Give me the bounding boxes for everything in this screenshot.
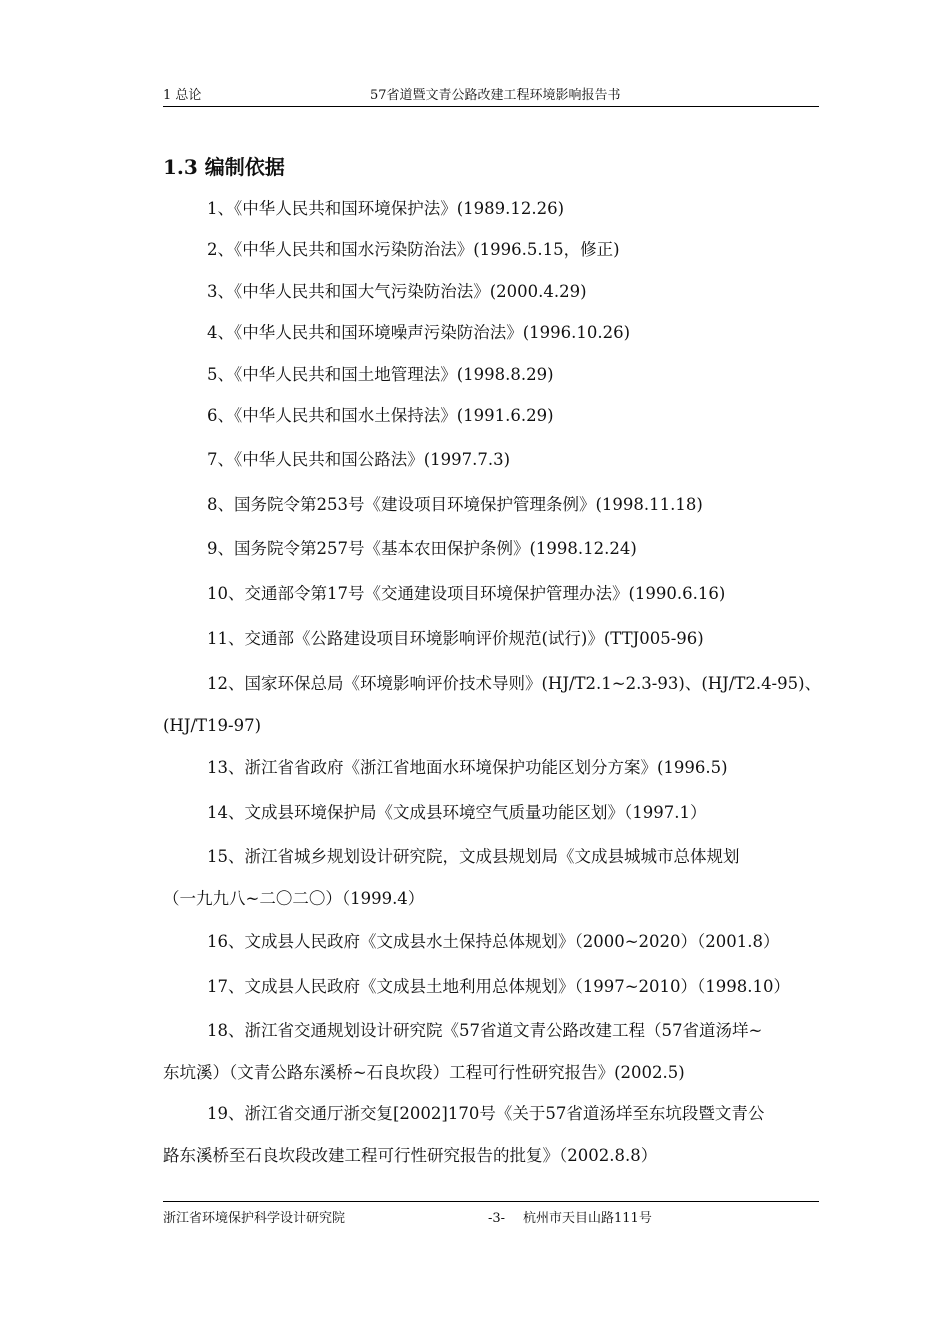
reference-item	[163, 792, 823, 834]
reference-text: 3、《中华人民共和国大气污染防治法》(2000.4.29)	[207, 282, 587, 301]
reference-text: 10、交通部令第17号《交通建设项目环境保护管理办法》(1990.6.16)	[207, 584, 726, 603]
page-footer	[163, 1201, 819, 1230]
reference-text: 8、国务院令第253号《建设项目环境保护管理条例》(1998.11.18)	[207, 495, 703, 514]
reference-text: 17、文成县人民政府《文成县土地利用总体规划》（1997~2010）（1998.10）	[207, 977, 791, 996]
reference-item	[163, 354, 823, 396]
reference-text: 9、国务院令第257号《基本农田保护条例》(1998.12.24)	[207, 539, 637, 558]
reference-text: 15、浙江省城乡规划设计研究院，文成县规划局《文成县城城市总体规划	[207, 847, 740, 866]
reference-item	[163, 747, 823, 789]
reference-text-continued: 路东溪桥至石良坎段改建工程可行性研究报告的批复》（2002.8.8）	[163, 1146, 658, 1165]
reference-text: 12、国家环保总局《环境影响评价技术导则》(HJ/T2.1~2.3-93)、(HJ/T2.4-95)、	[207, 674, 822, 693]
reference-text-continued: (HJ/T19-97)	[163, 716, 262, 735]
reference-item	[163, 528, 823, 570]
section-title: 1.3 编制依据	[163, 155, 285, 179]
reference-item	[163, 1010, 823, 1094]
footer-address: 杭州市天目山路111号	[523, 1211, 652, 1226]
reference-text: 1、《中华人民共和国环境保护法》(1989.12.26)	[207, 199, 565, 218]
reference-text: 4、《中华人民共和国环境噪声污染防治法》(1996.10.26)	[207, 323, 631, 342]
reference-text: 18、浙江省交通规划设计研究院《57省道文青公路改建工程（57省道汤垟~	[207, 1021, 763, 1040]
reference-text-continued: 东坑溪）（文青公路东溪桥~石良坎段）工程可行性研究报告》(2002.5)	[163, 1063, 685, 1082]
reference-item	[163, 271, 823, 313]
reference-item	[163, 1093, 823, 1177]
reference-text: 7、《中华人民共和国公路法》(1997.7.3)	[207, 450, 511, 469]
reference-item	[163, 229, 823, 271]
reference-text: 5、《中华人民共和国土地管理法》(1998.8.29)	[207, 365, 554, 384]
reference-text: 14、文成县环境保护局《文成县环境空气质量功能区划》（1997.1）	[207, 803, 707, 822]
reference-item	[163, 439, 823, 481]
header-chapter: 1 总论	[163, 88, 202, 103]
footer-organization: 浙江省环境保护科学设计研究院	[163, 1211, 346, 1226]
reference-text: 16、文成县人民政府《文成县水土保持总体规划》（2000~2020）（2001.8）	[207, 932, 780, 951]
reference-item	[163, 395, 823, 437]
reference-item	[163, 921, 823, 963]
reference-item	[163, 618, 823, 660]
reference-item	[163, 312, 823, 354]
reference-text: 6、《中华人民共和国水土保持法》(1991.6.29)	[207, 406, 554, 425]
reference-text: 19、浙江省交通厅浙交复[2002]170号《关于57省道汤垟至东坑段暨文青公	[207, 1104, 765, 1123]
reference-item	[163, 484, 823, 526]
reference-item	[163, 663, 823, 747]
reference-item	[163, 188, 823, 230]
header-document-title: 57省道暨文青公路改建工程环境影响报告书	[370, 88, 621, 103]
reference-item	[163, 966, 823, 1008]
reference-text-continued: （一九九八~二〇二〇）（1999.4）	[163, 889, 425, 908]
reference-item	[163, 836, 823, 920]
reference-item	[163, 573, 823, 615]
footer-page-number: -3-	[488, 1211, 506, 1226]
reference-text: 11、交通部《公路建设项目环境影响评价规范(试行)》(TTJ005-96)	[207, 629, 704, 648]
reference-text: 13、浙江省省政府《浙江省地面水环境保护功能区划分方案》(1996.5)	[207, 758, 728, 777]
page-header	[163, 86, 819, 107]
reference-text: 2、《中华人民共和国水污染防治法》(1996.5.15，修正)	[207, 240, 620, 259]
